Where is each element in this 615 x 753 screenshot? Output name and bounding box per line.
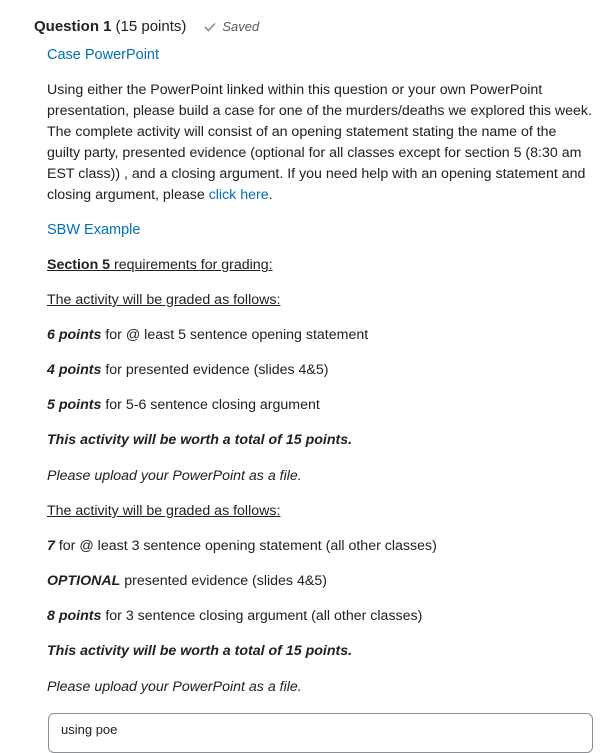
section5-item-3 [47, 397, 320, 413]
section5-item-2-bold: 4 points [47, 362, 102, 378]
section5-item-1 [47, 327, 368, 343]
section5-heading [47, 257, 273, 273]
other-item-1-bold: 7 [47, 538, 55, 554]
section5-graded-as: The activity will be graded as follows: [47, 292, 281, 308]
answer-text: using poe [61, 722, 118, 737]
other-item-2 [47, 573, 327, 589]
other-item-3 [47, 608, 422, 624]
section5-heading-rest: requirements for grading: [110, 257, 273, 273]
other-item-2-rest: presented evidence (slides 4&5) [120, 573, 327, 589]
other-item-1 [47, 538, 437, 554]
saved-status [204, 19, 259, 34]
other-item-3-rest: for 3 sentence closing argument (all other classes) [101, 608, 423, 624]
question-header [34, 18, 259, 35]
other-item-1-rest: for @ least 3 sentence opening statement (all other classes) [54, 538, 437, 554]
section5-total: This activity will be worth a total of 15 points. [47, 432, 353, 448]
question-points: (15 points) [115, 18, 187, 35]
click-here-link[interactable]: click here [208, 187, 269, 203]
section5-heading-bold: Section 5 [47, 257, 111, 273]
question-title: Question 1 [34, 18, 112, 35]
sbw-example-link[interactable]: SBW Example [47, 222, 141, 238]
other-total: This activity will be worth a total of 15 points. [47, 643, 353, 659]
other-item-3-bold: 8 points [47, 608, 102, 624]
instructions-end: . [268, 187, 273, 203]
other-graded-as: The activity will be graded as follows: [47, 503, 281, 519]
section5-item-1-bold: 6 points [47, 327, 102, 343]
section5-item-3-bold: 5 points [47, 397, 102, 413]
other-upload: Please upload your PowerPoint as a file. [47, 679, 302, 695]
checkmark-icon [204, 22, 216, 32]
section5-item-2-rest: for presented evidence (slides 4&5) [101, 362, 329, 378]
other-item-2-bold: OPTIONAL [47, 573, 121, 589]
saved-label: Saved [222, 19, 260, 34]
case-powerpoint-link[interactable]: Case PowerPoint [47, 47, 160, 63]
question-instructions [47, 80, 592, 206]
section5-upload: Please upload your PowerPoint as a file. [47, 468, 302, 484]
answer-textbox[interactable] [48, 713, 593, 753]
section5-item-2 [47, 362, 329, 378]
section5-item-3-rest: for 5-6 sentence closing argument [101, 397, 320, 413]
instructions-text: Using either the PowerPoint linked within this question or your own PowerPoint presentation, please build a case for one of the murders/deaths we explored this week. The complete activity will consist of an opening statement stating the name of the guilty party, presented evidence (optional for all classes except for section 5 (8:30 am EST class)) , and a closing argument. If you need help with an opening statement and closing argument, please [47, 82, 592, 203]
section5-item-1-rest: for @ least 5 sentence opening statement [101, 327, 369, 343]
